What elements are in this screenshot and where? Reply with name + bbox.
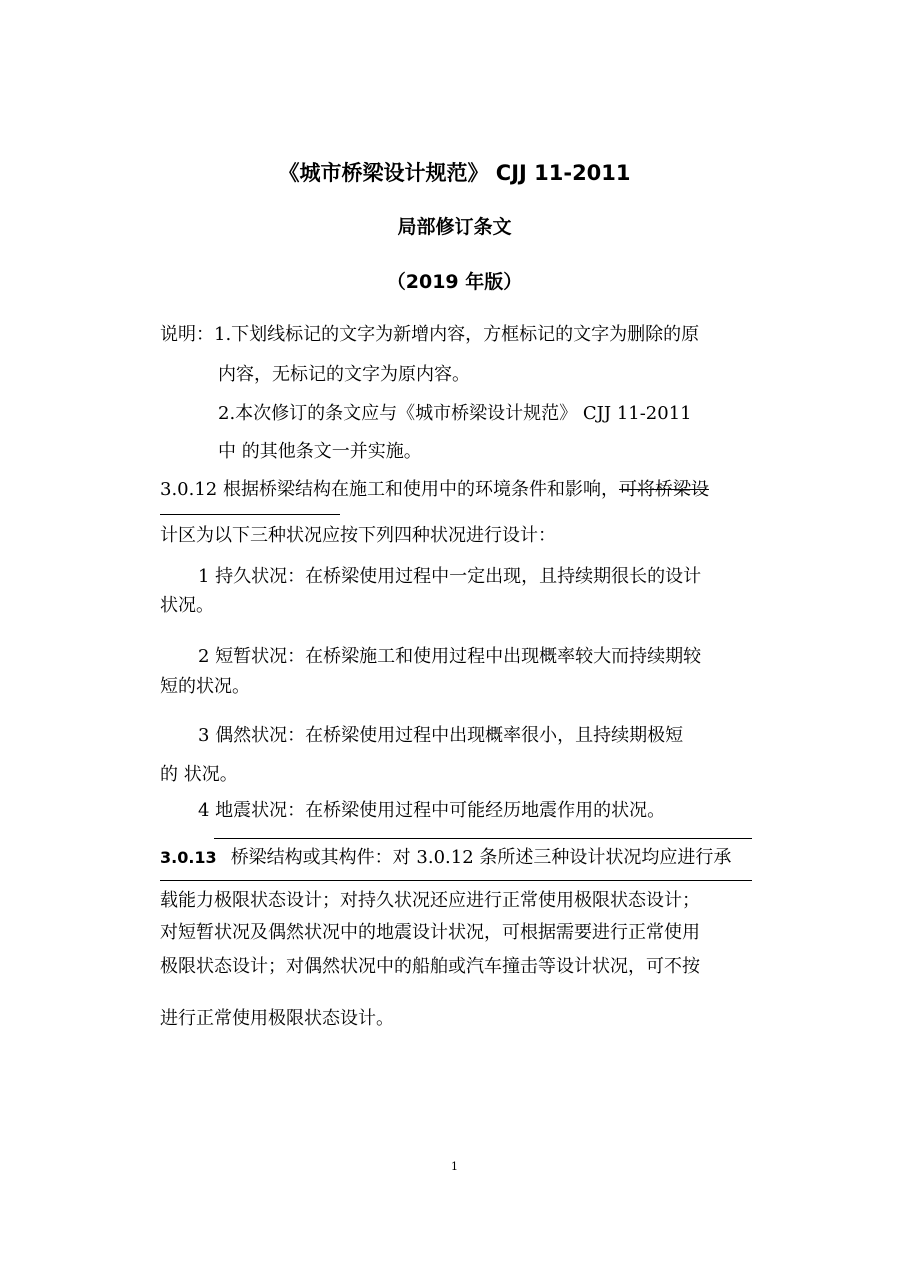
clause-3-0-13-text: 桥梁结构或其构件：对 3.0.12 条所述三种设计状况均应进行承 [230, 847, 732, 868]
clause-3-0-12-text: 3.0.12 根据桥梁结构在施工和使用中的环境条件和影响， [160, 479, 619, 500]
clause-item-2-line-2: 短的状况。 [160, 676, 250, 697]
clause-3-0-13-line-1 [160, 847, 731, 869]
note-1-line-1: 1.下划线标记的文字为新增内容，方框标记的文字为删除的原 [214, 324, 700, 345]
clause-3-0-13-line-4: 极限状态设计；对偶然状况中的船舶或汽车撞击等设计状况，可不按 [160, 956, 700, 977]
underline-rule-bottom [160, 880, 752, 881]
notes-prefix: 说明： [160, 324, 214, 345]
document-title: 《城市桥梁设计规范》 CJJ 11-2011 [278, 161, 631, 185]
document-subtitle: 局部修订条文 [397, 216, 512, 238]
note-1-line-2: 内容，无标记的文字为原内容。 [218, 364, 470, 385]
clause-item-3-line-2: 的 状况。 [160, 764, 238, 785]
clause-3-0-13-number: 3.0.13 [160, 848, 217, 867]
deleted-text: 可将桥梁设 [618, 479, 709, 500]
underline-rule [160, 514, 340, 515]
clause-3-0-13-line-5: 进行正常使用极限状态设计。 [160, 1008, 394, 1029]
document-edition: （2019 年版） [386, 271, 523, 293]
clause-3-0-12-line-1 [160, 479, 709, 501]
clause-item-1-line-2: 状况。 [160, 595, 214, 616]
page-number: 1 [451, 1160, 458, 1173]
clause-item-4: 4 地震状况：在桥梁使用过程中可能经历地震作用的状况。 [198, 800, 666, 821]
note-2-line-2: 中 的其他条文一并实施。 [218, 441, 422, 462]
underline-rule-top [214, 838, 752, 839]
note-2-line-1: 2.本次修订的条文应与《城市桥梁设计规范》 CJJ 11-2011 [218, 403, 692, 424]
clause-3-0-13-line-3: 对短暂状况及偶然状况中的地震设计状况，可根据需要进行正常使用 [160, 922, 700, 943]
clause-3-0-12-line-2: 计区为以下三种状况应按下列四种状况进行设计： [160, 525, 556, 546]
clause-item-2-line-1: 2 短暂状况：在桥梁施工和使用过程中出现概率较大而持续期较 [198, 646, 702, 667]
clause-item-3-line-1: 3 偶然状况：在桥梁使用过程中出现概率很小，且持续期极短 [198, 725, 684, 746]
clause-3-0-13-line-2: 载能力极限状态设计；对持久状况还应进行正常使用极限状态设计； [160, 890, 700, 911]
clause-item-1-line-1: 1 持久状况：在桥梁使用过程中一定出现，且持续期很长的设计 [198, 566, 702, 587]
